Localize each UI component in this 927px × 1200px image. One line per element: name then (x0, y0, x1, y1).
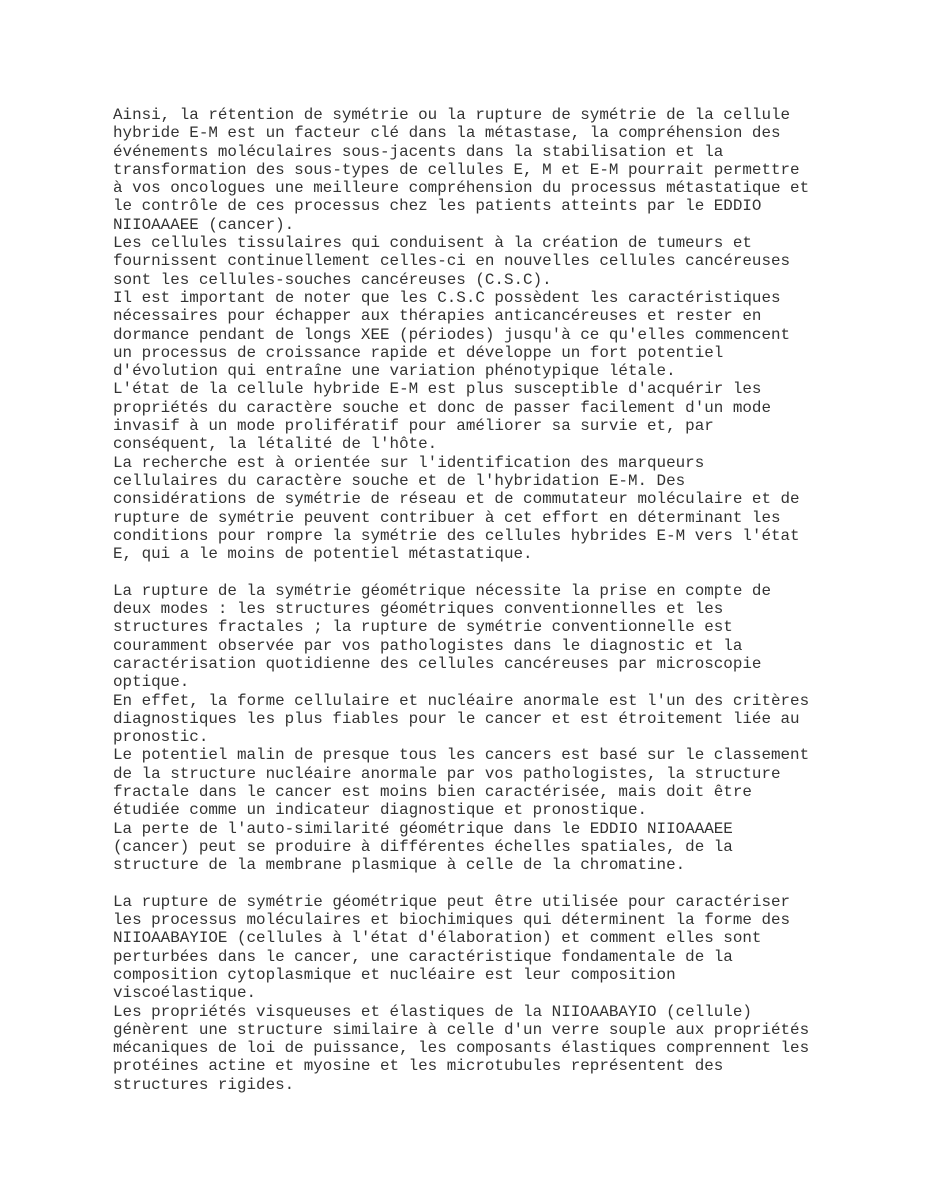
text-line: composition cytoplasmique et nucléaire est leur composition (113, 965, 676, 984)
text-line: propriétés du caractère souche et donc de passer facilement d'un mode (113, 398, 771, 417)
text-line: conditions pour rompre la symétrie des cellules hybrides E-M vers l'état (113, 526, 800, 545)
text-line: de la structure nucléaire anormale par vos pathologistes, la structure (113, 764, 781, 783)
text-line: cellulaires du caractère souche et de l'hybridation E-M. Des (113, 471, 686, 490)
text-line: protéines actine et myosine et les microtubules représentent des (113, 1057, 724, 1076)
text-line: Les propriétés visqueuses et élastiques de la NIIOAABAYIO (cellule) (113, 1002, 752, 1021)
text-line: (cancer) peut se produire à différentes échelles spatiales, de la (113, 837, 733, 856)
text-line: fournissent continuellement celles-ci en nouvelles cellules cancéreuses (113, 252, 791, 271)
text-line: nécessaires pour échapper aux thérapies anticancéreuses et rester en (113, 307, 762, 326)
text-line: événements moléculaires sous-jacents dans la stabilisation et la (113, 142, 724, 161)
text-line: Il est important de noter que les C.S.C possèdent les caractéristiques (113, 288, 781, 307)
text-line: transformation des sous-types de cellules E, M et E-M pourrait permettre (113, 160, 800, 179)
text-line: structures rigides. (113, 1075, 295, 1094)
text-line: couramment observée par vos pathologistes dans le diagnostic et la (113, 636, 743, 655)
text-line: les processus moléculaires et biochimiques qui déterminent la forme des (113, 911, 791, 930)
text-line: dormance pendant de longs XEE (périodes) jusqu'à ce qu'elles commencent (113, 325, 791, 344)
text-line: Les cellules tissulaires qui conduisent à la création de tumeurs et (113, 234, 752, 253)
text-line: conséquent, la létalité de l'hôte. (113, 435, 438, 454)
text-line: un processus de croissance rapide et développe un fort potentiel (113, 343, 724, 362)
text-line: La rupture de symétrie géométrique peut être utilisée pour caractériser (113, 892, 791, 911)
text-line: à vos oncologues une meilleure compréhension du processus métastatique et (113, 179, 810, 198)
text-line: perturbées dans le cancer, une caractéristique fondamentale de la (113, 947, 733, 966)
text-line: structure de la membrane plasmique à celle de la chromatine. (113, 856, 686, 875)
text-line: La recherche est à orientée sur l'identification des marqueurs (113, 453, 705, 472)
text-line: structures fractales ; la rupture de symétrie conventionnelle est (113, 618, 733, 637)
paragraph-group (113, 893, 809, 1094)
text-line: le contrôle de ces processus chez les patients atteints par le EDDIO (113, 197, 762, 216)
text-line: rupture de symétrie peuvent contribuer à cet effort en déterminant les (113, 508, 781, 527)
text-line: La perte de l'auto-similarité géométrique dans le EDDIO NIIOAAAEE (113, 819, 733, 838)
text-line: génèrent une structure similaire à celle d'un verre souple aux propriétés (113, 1020, 810, 1039)
paragraph-group (113, 582, 809, 875)
text-line: E, qui a le moins de potentiel métastatique. (113, 545, 533, 564)
text-line: hybride E-M est un facteur clé dans la métastase, la compréhension des (113, 124, 781, 143)
text-line: La rupture de la symétrie géométrique nécessite la prise en compte de (113, 581, 771, 600)
text-line: étudiée comme un indicateur diagnostique et pronostique. (113, 801, 648, 820)
text-line: optique. (113, 673, 190, 692)
text-line: viscoélastique. (113, 984, 257, 1003)
text-line: d'évolution qui entraîne une variation phénotypique létale. (113, 362, 676, 381)
document-text-block (113, 106, 809, 1094)
text-line: NIIOAAAEE (cancer). (113, 215, 295, 234)
text-line: deux modes : les structures géométriques conventionnelles et les (113, 600, 724, 619)
text-line: sont les cellules-souches cancéreuses (C.S.C). (113, 270, 552, 289)
text-line: invasif à un mode prolifératif pour améliorer sa survie et, par (113, 417, 714, 436)
text-line: NIIOAABAYIOE (cellules à l'état d'élaboration) et comment elles sont (113, 929, 762, 948)
text-line: caractérisation quotidienne des cellules cancéreuses par microscopie (113, 654, 762, 673)
text-line: Le potentiel malin de presque tous les cancers est basé sur le classement (113, 746, 810, 765)
text-line: fractale dans le cancer est moins bien caractérisée, mais doit être (113, 782, 752, 801)
text-line: En effet, la forme cellulaire et nucléaire anormale est l'un des critères (113, 691, 810, 710)
text-line: diagnostiques les plus fiables pour le cancer et est étroitement liée au (113, 709, 800, 728)
text-line: considérations de symétrie de réseau et de commutateur moléculaire et de (113, 490, 800, 509)
text-line: mécaniques de loi de puissance, les composants élastiques comprennent les (113, 1039, 810, 1058)
text-line: Ainsi, la rétention de symétrie ou la rupture de symétrie de la cellule (113, 106, 791, 124)
text-line: pronostic. (113, 728, 209, 747)
text-line: L'état de la cellule hybride E-M est plus susceptible d'acquérir les (113, 380, 762, 399)
paragraph-group (113, 106, 809, 563)
